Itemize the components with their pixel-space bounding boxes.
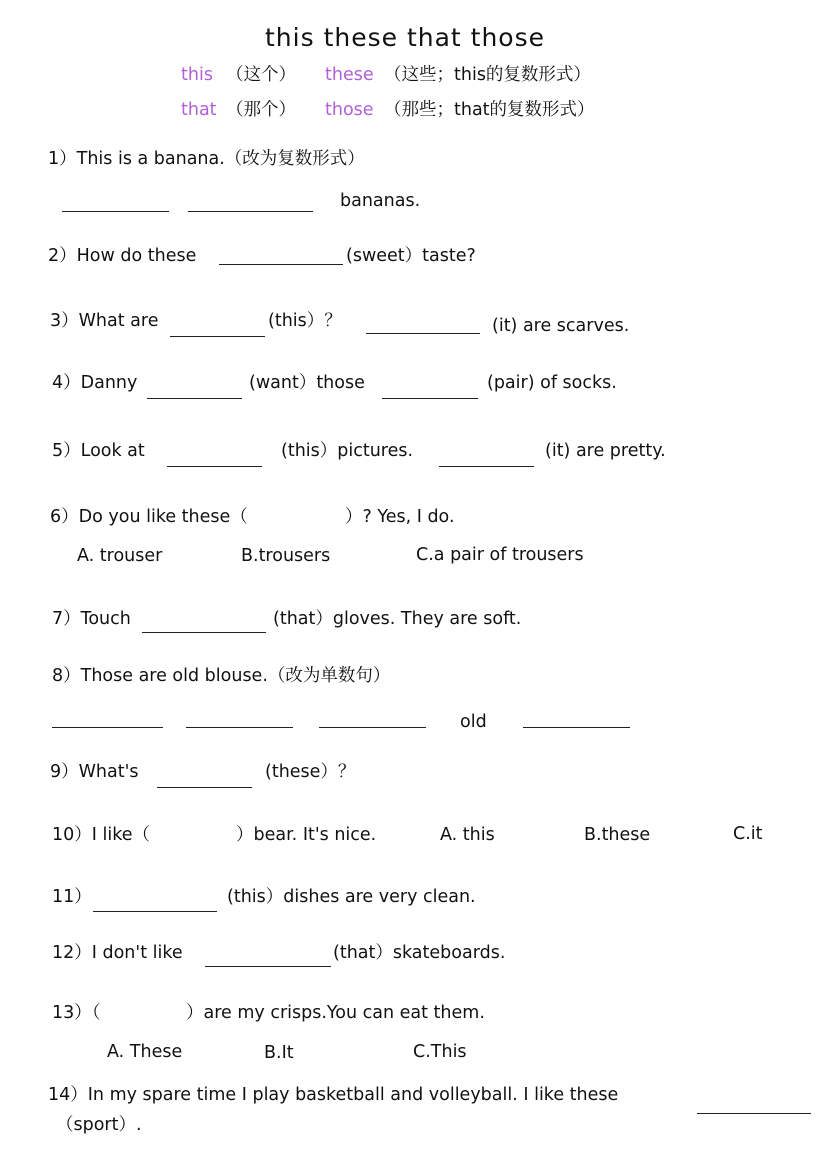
q4-blank-2[interactable] [382,398,478,399]
q9-pre: 9）What's [50,762,139,782]
q11-blank[interactable] [93,911,217,912]
q13-post: ）are my crisps.You can eat them. [186,1003,485,1023]
q7-post: (that）gloves. They are soft. [273,609,522,629]
q1-blank-1[interactable] [62,211,169,212]
q4-post: (pair) of socks. [487,373,617,393]
q6-option-a[interactable]: A. trouser [77,546,163,566]
vocab-word-that: that [181,100,217,120]
page-title: this these that those [265,23,546,52]
q8-blank-2[interactable] [186,727,293,728]
q2-post: (sweet）taste? [346,246,476,266]
q3-pre: 3）What are [50,311,159,331]
q14-pre: 14）In my spare time I play basketball and volleyball. I like these [48,1085,619,1105]
q4-blank-1[interactable] [147,398,242,399]
q8-blank-1[interactable] [52,727,163,728]
q11-pre: 11） [52,887,92,907]
q1-blank-2[interactable] [188,211,313,212]
q10-option-a[interactable]: A. this [440,825,495,845]
vocab-word-these: these [325,65,374,85]
q4-pre: 4）Danny [52,373,138,393]
q13-option-c[interactable]: C.This [413,1042,467,1062]
vocab-meaning-these: （这些；this的复数形式） [384,65,591,85]
q1-text: 1）This is a banana.（改为复数形式） [48,149,365,169]
q9-blank[interactable] [157,787,252,788]
q12-post: (that）skateboards. [333,943,506,963]
q4-mid: (want）those [249,373,365,393]
q10-pre: 10）I like（ [52,825,150,845]
q6-pre: 6）Do you like these（ [50,507,248,527]
q8-mid: old [460,712,487,732]
q3-blank-2[interactable] [366,333,480,334]
q14-post: （sport）. [56,1115,142,1135]
vocab-word-this: this [181,65,213,85]
q10-option-c[interactable]: C.it [733,824,763,844]
q12-blank[interactable] [205,966,331,967]
q12-pre: 12）I don't like [52,943,183,963]
vocab-meaning-that: （那个） [226,100,296,120]
q3-blank-1[interactable] [170,336,265,337]
q5-mid: (this）pictures. [281,441,414,461]
q13-option-b[interactable]: B.It [264,1043,294,1063]
vocab-word-those: those [325,100,374,120]
q13-option-a[interactable]: A. These [107,1042,183,1062]
q9-post: (these）？ [265,762,356,782]
q3-post: (it) are scarves. [492,316,630,336]
q11-post: (this）dishes are very clean. [227,887,476,907]
q14-blank[interactable] [697,1113,811,1114]
q7-pre: 7）Touch [52,609,131,629]
vocab-meaning-this: （这个） [226,65,296,85]
q6-post: ）? Yes, I do. [345,507,455,527]
q5-blank-1[interactable] [167,466,262,467]
q13-pre: 13）（ [52,1003,101,1023]
q6-option-c[interactable]: C.a pair of trousers [416,545,584,565]
q10-option-b[interactable]: B.these [584,825,651,845]
vocab-meaning-those: （那些；that的复数形式） [384,100,595,120]
q8-text: 8）Those are old blouse.（改为单数句） [52,666,391,686]
q5-post: (it) are pretty. [545,441,666,461]
q2-blank[interactable] [219,264,343,265]
q8-blank-3[interactable] [319,727,426,728]
q10-post: ）bear. It's nice. [236,825,377,845]
q3-mid: (this）？ [268,311,342,331]
q2-pre: 2）How do these [48,246,197,266]
q5-blank-2[interactable] [439,466,534,467]
q7-blank[interactable] [142,632,266,633]
q1-tail: bananas. [340,191,421,211]
q8-blank-4[interactable] [523,727,630,728]
q6-option-b[interactable]: B.trousers [241,546,331,566]
q5-pre: 5）Look at [52,441,145,461]
